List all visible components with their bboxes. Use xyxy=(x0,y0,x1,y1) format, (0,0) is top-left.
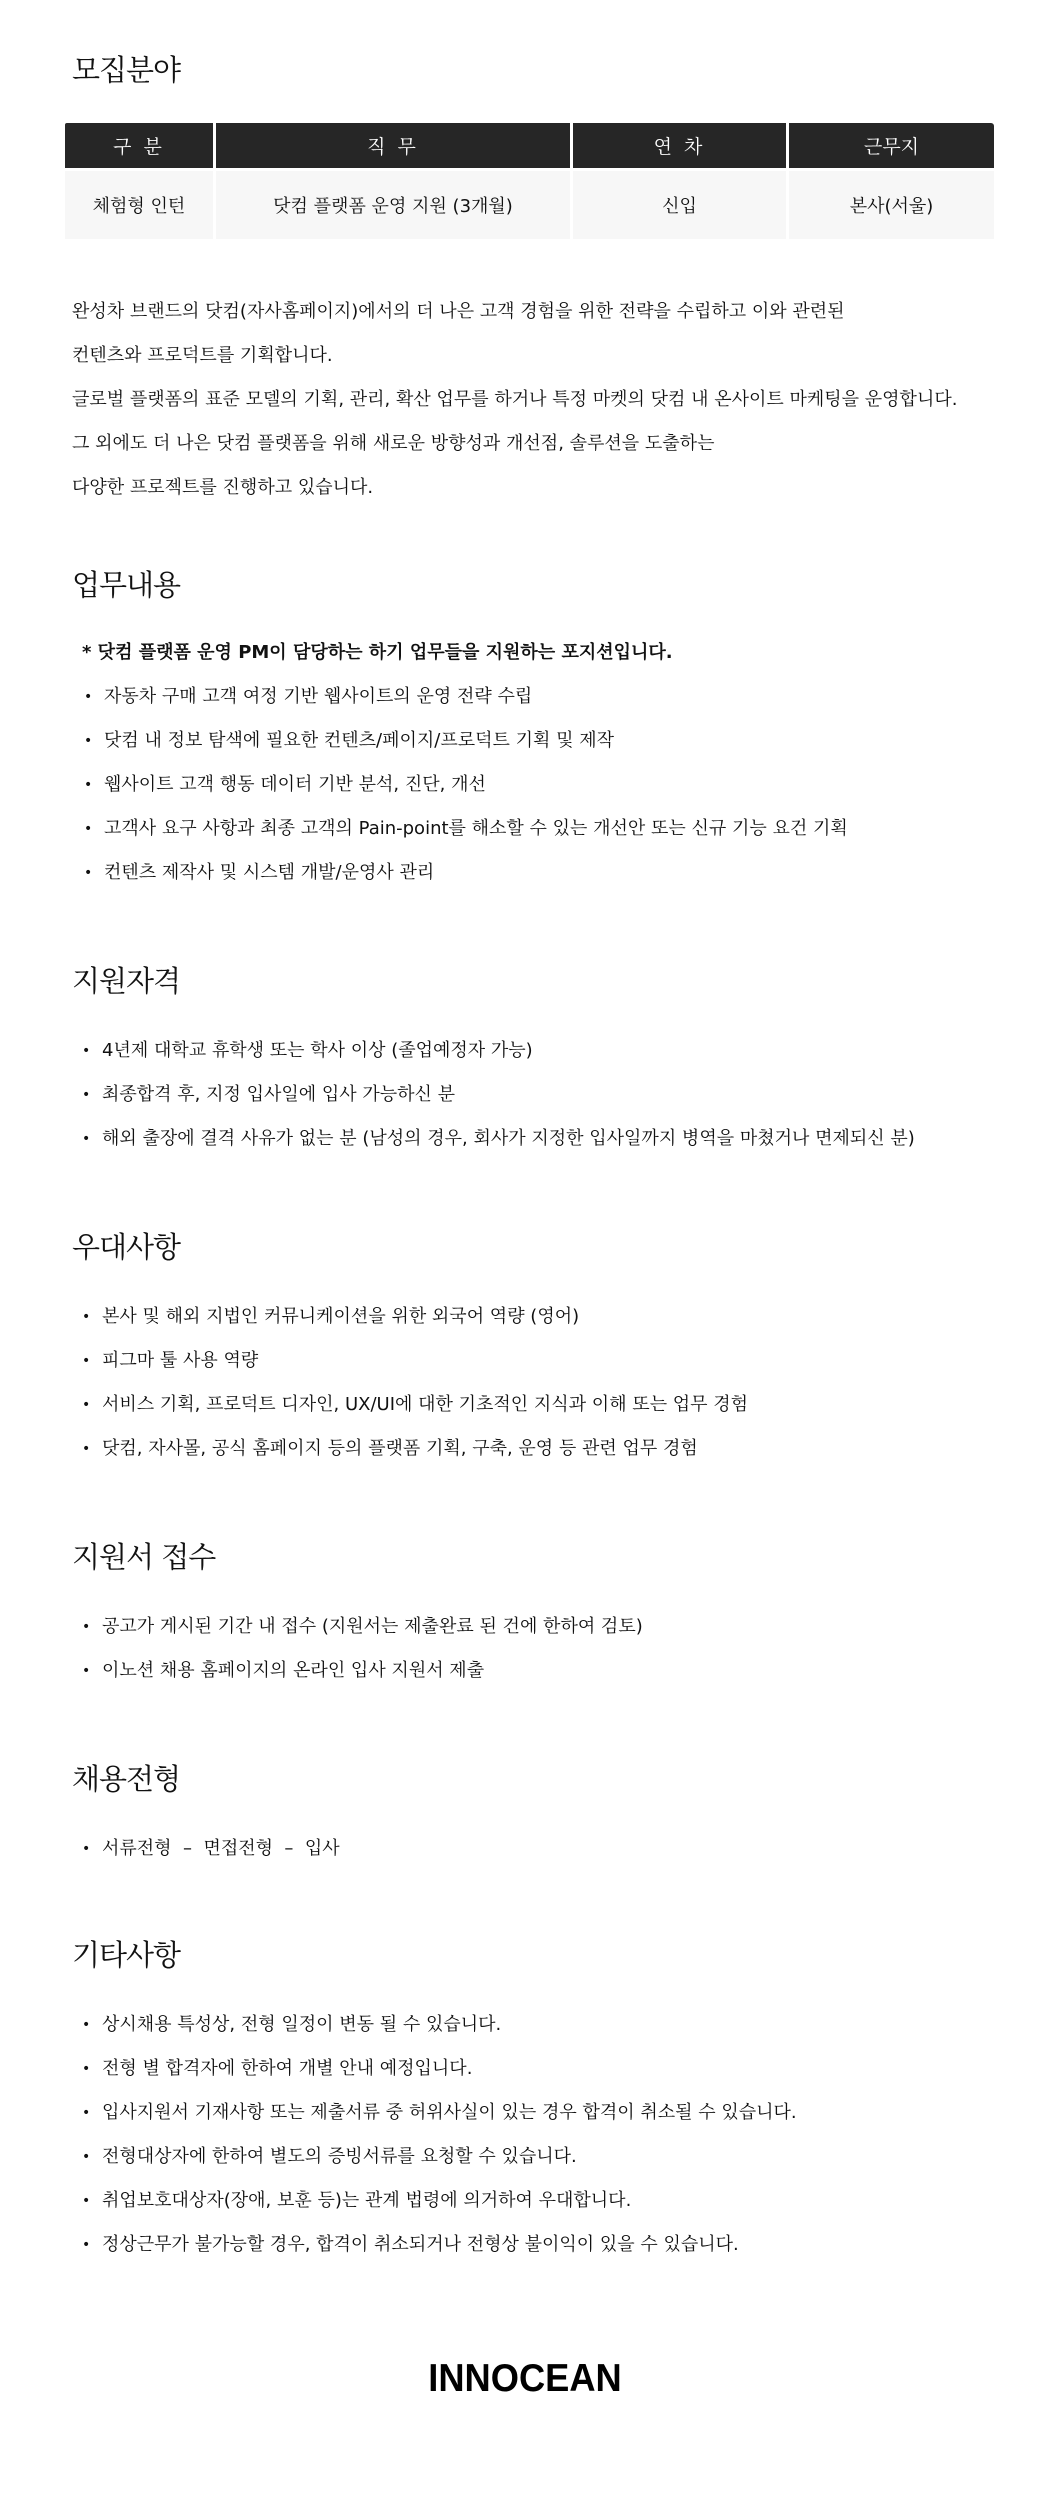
description-line: 컨텐츠와 프로덕트를 기획합니다. xyxy=(72,345,333,366)
description-line: 글로벌 플랫폼의 표준 모델의 기획, 관리, 확산 업무를 하거나 특정 마켓의 닷컴 내 온사이트 마케팅을 운영합니다. xyxy=(72,389,958,410)
bullet-icon: • xyxy=(82,2061,91,2077)
etc-list xyxy=(80,2003,797,2267)
recruit-description xyxy=(72,290,957,510)
table-cell-location: 본사(서울) xyxy=(789,171,994,239)
innocean-logo: INNOCEAN xyxy=(428,2357,622,2400)
list-item: • 4년제 대학교 휴학생 또는 학사 이상 (졸업예정자 가능) xyxy=(80,1029,915,1073)
qualifications-list xyxy=(80,1029,915,1161)
list-item: • 서류전형 – 면접전형 – 입사 xyxy=(80,1827,340,1871)
recruit-table xyxy=(65,123,985,239)
list-item: • 피그마 툴 사용 역량 xyxy=(80,1339,748,1383)
table-header-category: 구 분 xyxy=(65,123,213,168)
list-item: • 입사지원서 기재사항 또는 제출서류 중 허위사실이 있는 경우 합격이 취소될 수 있습니다. xyxy=(80,2091,797,2135)
list-item: • 닷컴, 자사몰, 공식 홈페이지 등의 플랫폼 기획, 구축, 운영 등 관련 업무 경험 xyxy=(80,1427,748,1471)
list-item: • 공고가 게시된 기간 내 접수 (지원서는 제출완료 된 건에 한하여 검토) xyxy=(80,1605,643,1649)
list-item: • 전형대상자에 한하여 별도의 증빙서류를 요청할 수 있습니다. xyxy=(80,2135,797,2179)
description-line: 다양한 프로젝트를 진행하고 있습니다. xyxy=(72,477,374,498)
description-line: 그 외에도 더 나은 닷컴 플랫폼을 위해 새로운 방향성과 개선점, 솔루션을 도출하는 xyxy=(72,433,715,454)
application-list xyxy=(80,1605,643,1693)
section-title-preferred: 우대사항 xyxy=(72,1230,181,1264)
bullet-icon: • xyxy=(82,1441,91,1457)
list-item: • 정상근무가 불가능할 경우, 합격이 취소되거나 전형상 불이익이 있을 수 있습니다. xyxy=(80,2223,797,2267)
bullet-icon: • xyxy=(82,1087,91,1103)
preferred-list xyxy=(80,1295,748,1471)
bullet-icon: • xyxy=(82,1619,91,1635)
section-title-etc: 기타사항 xyxy=(72,1938,181,1972)
bullet-icon: • xyxy=(82,2149,91,2165)
bullet-icon: • xyxy=(84,821,93,837)
table-header-location: 근무지 xyxy=(789,123,994,168)
table-header-job: 직 무 xyxy=(216,123,570,168)
duties-note: * 닷컴 플랫폼 운영 PM이 담당하는 하기 업무들을 지원하는 포지션입니다. xyxy=(82,642,673,663)
bullet-icon: • xyxy=(82,1841,91,1857)
bullet-icon: • xyxy=(82,1131,91,1147)
table-header-experience: 연 차 xyxy=(573,123,786,168)
list-item: • 전형 별 합격자에 한하여 개별 안내 예정입니다. xyxy=(80,2047,797,2091)
bullet-icon: • xyxy=(82,1397,91,1413)
process-list xyxy=(80,1827,340,1871)
table-cell-experience: 신입 xyxy=(573,171,786,239)
list-item: • 서비스 기획, 프로덕트 디자인, UX/UI에 대한 기초적인 지식과 이해 또는 업무 경험 xyxy=(80,1383,748,1427)
bullet-icon: • xyxy=(82,2017,91,2033)
list-item: • 자동차 구매 고객 여정 기반 웹사이트의 운영 전략 수립 xyxy=(82,675,848,719)
section-title-process: 채용전형 xyxy=(72,1762,181,1796)
bullet-icon: • xyxy=(82,2193,91,2209)
list-item: • 웹사이트 고객 행동 데이터 기반 분석, 진단, 개선 xyxy=(82,763,848,807)
list-item: • 컨텐츠 제작사 및 시스템 개발/운영사 관리 xyxy=(82,851,848,895)
bullet-icon: • xyxy=(84,865,93,881)
list-item: • 닷컴 내 정보 탐색에 필요한 컨텐츠/페이지/프로덕트 기획 및 제작 xyxy=(82,719,848,763)
section-title-recruit-field: 모집분야 xyxy=(72,53,181,87)
bullet-icon: • xyxy=(84,777,93,793)
list-item: • 상시채용 특성상, 전형 일정이 변동 될 수 있습니다. xyxy=(80,2003,797,2047)
list-item: • 이노션 채용 홈페이지의 온라인 입사 지원서 제출 xyxy=(80,1649,643,1693)
list-item: • 본사 및 해외 지법인 커뮤니케이션을 위한 외국어 역량 (영어) xyxy=(80,1295,748,1339)
duties-list xyxy=(82,631,848,895)
section-title-duties: 업무내용 xyxy=(72,568,181,602)
bullet-icon: • xyxy=(82,2105,91,2121)
bullet-icon: • xyxy=(84,733,93,749)
list-item: • 고객사 요구 사항과 최종 고객의 Pain-point를 해소할 수 있는 개선안 또는 신규 기능 요건 기획 xyxy=(82,807,848,851)
table-cell-job: 닷컴 플랫폼 운영 지원 (3개월) xyxy=(216,171,570,239)
bullet-icon: • xyxy=(82,1309,91,1325)
list-item: • 해외 출장에 결격 사유가 없는 분 (남성의 경우, 회사가 지정한 입사일까지 병역을 마쳤거나 면제되신 분) xyxy=(80,1117,915,1161)
bullet-icon: • xyxy=(82,2237,91,2253)
section-title-qualifications: 지원자격 xyxy=(72,964,181,998)
bullet-icon: • xyxy=(82,1663,91,1679)
bullet-icon: • xyxy=(84,689,93,705)
bullet-icon: • xyxy=(82,1353,91,1369)
table-cell-category: 체험형 인턴 xyxy=(65,171,213,239)
bullet-icon: • xyxy=(82,1043,91,1059)
section-title-application: 지원서 접수 xyxy=(72,1540,216,1574)
list-item: • 취업보호대상자(장애, 보훈 등)는 관계 법령에 의거하여 우대합니다. xyxy=(80,2179,797,2223)
list-item: • 최종합격 후, 지정 입사일에 입사 가능하신 분 xyxy=(80,1073,915,1117)
description-line: 완성차 브랜드의 닷컴(자사홈페이지)에서의 더 나은 고객 경험을 위한 전략을 수립하고 이와 관련된 xyxy=(72,301,845,322)
